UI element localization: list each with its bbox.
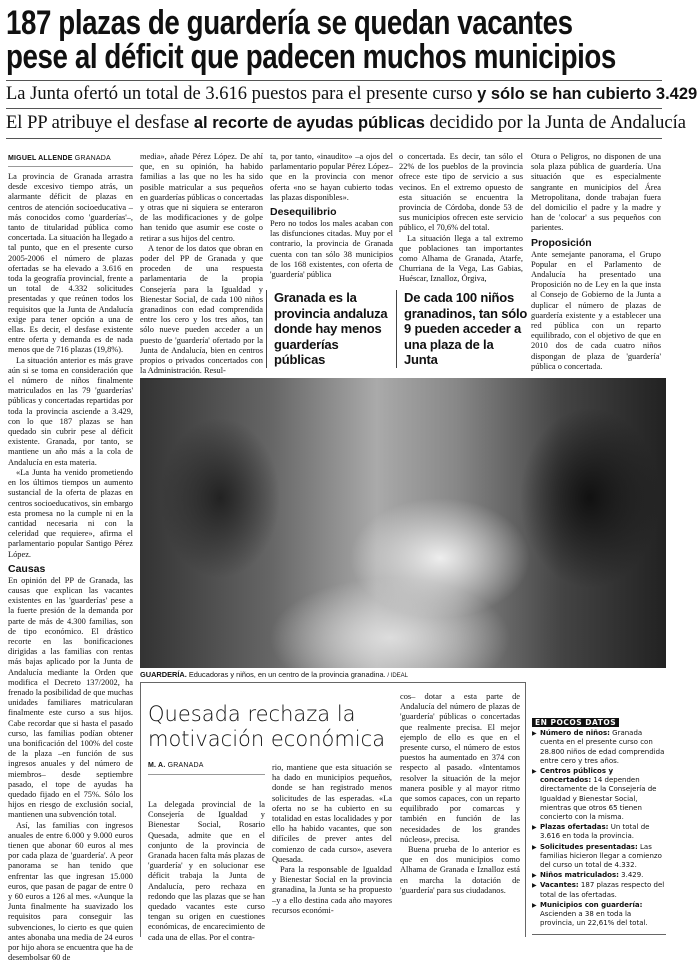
sidebar-article-column-2: rio, mantiene que esta situación se ha dado en municipios pequeños, donde se han registrado menos solicitudes de las esperadas. «La oferta no se ha cubierto en su totalidad en estas localidades y por ello ha habido vacantes, que son difíciles de prever antes del comienzo de cada curso», asevera Quesada. Para la responsable de Igualdad y Bienestar Social en la provincia granadina, la Junta se ha propuesto –y a ello destina cada año mayores recursos económi-: [272, 763, 392, 915]
article-column-1: La provincia de Granada arrastra desde excesivo tiempo atrás, un alarmante déficit de plazas en centros de atención socioeducativa –más conocidos como 'guarderías'–, tanto de titularidad pública como concertada. La situación ha llegado a tal punto, que en el presente curso 2005-2006 el número de plazas ofertadas se ha elevado a 3.616 en toda la geografía provincial, frente a un total de 4.332 solicitudes presentadas y que reúnen todos los requisitos que la Junta de Andalucía exige para tener opción a una de ellas. Es decir, el desfase existente entre oferta y demanda es de nada menos que de 716 plazas (19,8%). La situación anterior es más grave aún si se toma en consideración que el número de niños finalmente matriculados en las 79 'guarderías' públicas y concertadas repartidas por toda la provincia asciende a 3.429, con lo que 187 plazas se han quedado sin cubrir pese al déficit existente. Granada, por tanto, se mantiene un año más a la cola de Andalucía en esta materia. «La Junta ha venido prometiendo en los últimos tiempos un aumento sustancial de la oferta de plazas en centros socioeducativos, sin embargo esta promesa no la cumple ni en la cantidad necesaria ni con la celeridad que requiere», afirma el parlamentario popular Santigo Pérez López. Causas En opinión del PP de Granada, las causas que explican las vacantes existentes en las 'guarderías' pese a la fuerte presión de la demanda por parte de más de 4.300 familias, son de tipo económico. El drástico recorte en las bonificaciones dirigidas a las familias con rentas más bajas aplicado por la Junta de Andalucía mediante la Orden que modifica el Decreto 137/2002, ha frenado la posibilidad de que muchas unidades familiares matricularan finalmente este curso a sus hijos. Cabe recordar que si hasta el pasado curso, las familias podían obtener una bonificación del 100% del coste de la plaza –en función de sus ingresos anuales y del número de miembros– desde septiembre pasado, el tope de ayudas ha quedado fijado en el 75%. Sólo los hijos en riesgo de exclusión social, mantienen una subvención total. Así, las familias con ingresos anuales de entre 6.000 y 9.000 euros tienen que abonar 60 euros al mes por cada plaza de 'guardería'. A peor panorama se han tenido que enfrentar las que ingresan 15.000 euros, que pasan de pagar de entre 0 y 60 euros a 126 al mes. «Aunque la Junta finalmente ha suavizado los requisitos para conseguir las subvenciones, lo cierto es que quien antes abonaba una media de 24 euros por hijo ahora se encuentra que ha de desembolsar 60 de: [8, 172, 133, 963]
divider: [6, 138, 662, 139]
article-column-4: o concertada. Es decir, tan sólo el 22% de los pueblos de la provincia ofrece este tipo de servicio a sus vecinos. En el extremo opuesto de esta situación se encuentra la provincia de Córdoba, donde 53 de sus municipios ofrecen este servicio público, el 70,6% del total. La situación llega a tal extremo que poblaciones tan importantes como Alhama de Granada, Atarfe, Churriana de la Vega, Las Gabias, Huéscar, Iznalloz, Órgiva,: [399, 152, 523, 284]
divider: [6, 108, 662, 109]
datos-item: ▶ Centros públicos y concertados: 14 dependen directamente de la Consejería de Igualdad y Bienestar Social, mientras que otros 65 tienen concierto con la misma.: [532, 767, 666, 822]
subhead-1: La Junta ofertó un total de 3.616 puestos para el presente curso y sólo se han cubierto 3.429: [6, 84, 697, 104]
subhead-2: El PP atribuye el desfase al recorte de ayudas públicas decidido por la Junta de Andalucía: [6, 113, 686, 133]
sidebar-article-column-3: cos– dotar a esta parte de Andalucía del número de plazas de 'guardería' públicas o concertadas que realmente precisa. El mejor ejemplo de ello es que en el presente curso, el número de estos puestos ha aumentado en 374 con respecto al pasado. «Intentamos resolver la situación de la mejor manera posible y al mayor ritmo que somos capaces, con un reparto equilibrado por comarcas y también en función de las necesidades de los grandes núcleos», precisa. Buena prueba de lo anterior es que en dos municipios como Alhama de Granada e Iznalloz está en marcha la dotación de 'guardería' para sus ciudadanos.: [400, 692, 520, 895]
divider: [148, 774, 265, 775]
headline-line-2: pese al déficit que padecen muchos municipios: [6, 38, 616, 76]
sidebar-article-byline: M. A. GRANADA: [148, 762, 204, 769]
subheading-causas: Causas: [8, 562, 46, 575]
byline: MIGUEL ALLENDE GRANADA: [8, 155, 111, 162]
datos-item: ▶ Niños matriculados: 3.429.: [532, 871, 666, 880]
sidebar-article-column-1: La delegada provincial de la Consejería de Igualdad y Bienestar Social, Rosario Quesada, admite que en el conjunto de la provincia de Granada hacen falta más plazas de 'guardería' y en solucionar ese déficit trabaja la Junta de Andalucía, pero rechaza en redondo que las plazas que se han quedado vacantes este curso tengan su origen en cuestiones económicas, de encarecimiento de cada una de ellas. Por el contra-: [148, 800, 265, 942]
subheading-desequilibrio: Desequilibrio: [270, 206, 337, 219]
divider: [6, 80, 662, 81]
article-column-5: Otura o Peligros, no disponen de una sola plaza pública de guardería. Una situación que es especialmente sangrante en municipios del Área Metropolitana, donde trabajan fuera del domicilio el padre y la madre y han de 'colocar' a sus pequeños con parientes. Proposición Ante semejante panorama, el Grupo Popular en el Parlamento de Andalucía ha presentado una Proposición no de Ley en la que insta al Consejo de Gobierno de la Junta a duplicar el número de plazas de guardería existente y a establecer una red pública con un reparto equilibrado, con el objetivo de que en 2010 dos de cada cuatro niños dispongan de plaza de 'guardería' pública o concertada.: [531, 152, 661, 371]
datos-item: ▶ Solicitudes presentadas: Las familias hicieron llegar a comienzo del curso un total de 4.332.: [532, 843, 666, 871]
pull-quote-2: De cada 100 niños granadinos, tan sólo 9 pueden acceder a una plaza de la Junta: [396, 290, 528, 368]
datos-title: EN POCOS DATOS: [532, 718, 619, 727]
article-column-3: ta, por tanto, «inaudito» –a ojos del parlamentario popular Pérez López– que en la provincia con menor oferta «no se hayan cubierto todas las plazas disponibles». Desequilibrio Pero no todos los males acaban con las disfunciones citadas. Muy por el contrario, la provincia de Granada cuenta con tan sólo 38 municipios de los 168 existentes, con oferta de 'guardería' pública: [270, 152, 393, 280]
pull-quote-1: Granada es la provincia andaluza donde hay menos guarderías públicas: [266, 290, 393, 368]
datos-item: ▶ Número de niños: Granada cuenta en el presente curso con 28.800 niños de edad comprendida entre cero y tres años.: [532, 729, 666, 766]
headline-line-1: 187 plazas de guardería se quedan vacantes: [6, 4, 573, 42]
photo-caption: GUARDERÍA. Educadoras y niños, en un centro de la provincia granadina. / IDEAL: [140, 670, 409, 679]
divider: [532, 934, 666, 935]
datos-box: [532, 718, 666, 935]
datos-item: ▶ Municipios con guardería: Ascienden a 38 en toda la provincia, un 22,61% del total.: [532, 901, 666, 929]
datos-item: ▶ Vacantes: 187 plazas respecto del total de las ofertadas.: [532, 881, 666, 899]
article-column-2: media», añade Pérez López. De ahí que, en su opinión, ha habido familias a las que no les ha sido posible matricular a sus pequeños en guarderías públicas o concertadas y otras que ni siquiera se enteraron de las modificaciones y de golpe han tenido que asumir ese coste o retirar a sus hijos del centro. A tenor de los datos que obran en poder del PP de Granada y que proceden de una respuesta parlamentaria de la propia Consejería para la Igualdad y Bienestar Social, de cada 100 niños granadinos con edad comprendida entre los cero y los tres años, tan sólo nueve pueden acceder a un puesto de 'guardería' ofertado por la Junta de Andalucía, bien en centros propios o privados concertados con la Administración. Resul-: [140, 152, 263, 376]
sidebar-article-title: Quesada rechaza la motivación económica: [148, 702, 386, 751]
divider: [8, 166, 133, 167]
photo-nursery-classroom: [140, 378, 666, 668]
subheading-proposicion: Proposición: [531, 236, 592, 249]
datos-item: ▶ Plazas ofertadas: Un total de 3.616 en toda la provincia.: [532, 823, 666, 841]
